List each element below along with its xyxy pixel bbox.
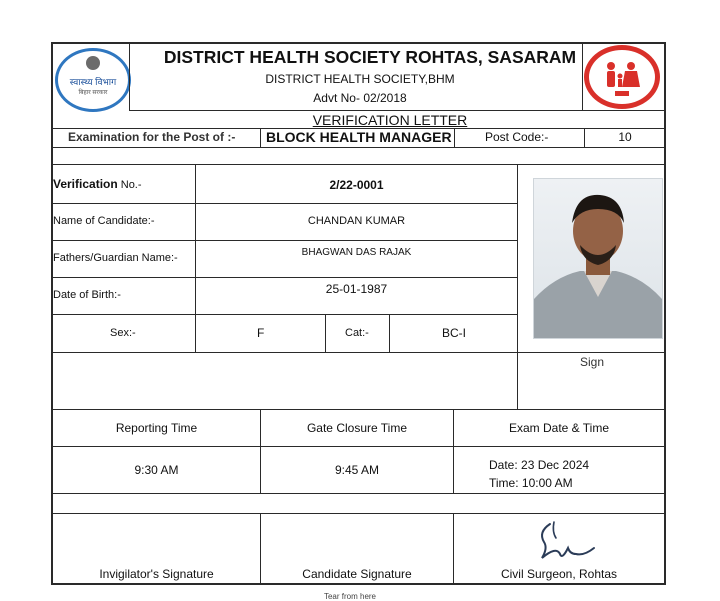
header-rule [129,110,666,111]
category-label: Cat:- [345,327,369,339]
label-column-divider [195,165,196,352]
civil-surgeon-signature-icon [532,518,600,566]
row-rule-1 [51,203,518,204]
exam-datetime-label: Exam Date & Time [508,421,610,435]
row-rule-4 [51,314,518,315]
gate-closure-label: Gate Closure Time [306,421,408,435]
row-rule-2 [51,240,518,241]
father-name-label: Fathers/Guardian Name:- [53,252,178,264]
row-rule-3 [51,277,518,278]
emblem-icon [86,56,100,70]
exam-date-value: Date: 23 Dec 2024 [489,458,590,472]
exam-time-value: Time: 10:00 AM [489,476,573,490]
post-code-value: 10 [618,130,632,144]
health-department-logo [55,48,131,112]
verification-number: 2/22-0001 [329,178,384,192]
nhm-logo [584,45,660,109]
reporting-time-value: 9:30 AM [134,463,179,477]
candidate-name-value: CHANDAN KUMAR [307,215,406,227]
frame-bottom [51,583,666,585]
society-title: DISTRICT HEALTH SOCIETY ROHTAS, SASARAM [163,47,577,67]
schedule-top [51,409,666,410]
candidate-photo [533,178,663,339]
invigilator-signature-label: Invigilator's Signature [99,567,214,581]
dob-value: 25-01-1987 [325,282,388,296]
tear-from-here-text: Tear from here [323,592,377,601]
post-name: BLOCK HEALTH MANAGER [266,129,452,145]
frame-right [664,42,666,585]
verification-label-suffix: No.- [117,179,142,191]
schedule-mid [51,446,666,447]
civil-surgeon-signature-label: Civil Surgeon, Rohtas [500,567,618,581]
gate-closure-value: 9:45 AM [334,463,380,477]
value-column-divider [517,165,518,409]
logo-text-hindi: स्वास्थ्य विभाग [69,77,117,87]
logo-subtext-hindi: बिहार सरकार [78,90,108,96]
family-icon [589,50,655,104]
row-rule-5 [51,352,666,353]
cat-divider-right [389,315,390,352]
post-name-divider [260,128,261,147]
sex-label: Sex:- [110,327,136,339]
category-value: BC-I [442,326,466,340]
sex-value: F [257,326,265,340]
cat-divider-left [325,315,326,352]
letter-title: VERIFICATION LETTER [312,112,468,128]
spacer-rule [51,164,666,165]
post-code-divider [454,128,455,147]
reporting-time-label: Reporting Time [115,421,198,435]
sign-label: Sign [580,355,605,369]
father-name-value: BHAGWAN DAS RAJAK [301,247,412,258]
verification-label-main: Verification [53,177,118,191]
candidate-signature-label: Candidate Signature [302,567,412,581]
frame-top [51,42,666,44]
post-code-label: Post Code:- [485,130,549,144]
advertisement-number: Advt No- 02/2018 [313,91,407,105]
nhm-divider [582,44,583,110]
logo-divider [129,44,130,110]
schedule-bottom [51,493,666,494]
verification-label [53,177,142,191]
society-subtitle: DISTRICT HEALTH SOCIETY,BHM [265,72,455,86]
person-photo-icon [534,179,662,338]
exam-post-label: Examination for the Post of :- [68,130,236,144]
post-row-bottom [51,147,666,148]
dob-label: Date of Birth:- [53,289,121,301]
signature-row-top [51,513,666,514]
candidate-name-label: Name of Candidate:- [53,215,155,227]
